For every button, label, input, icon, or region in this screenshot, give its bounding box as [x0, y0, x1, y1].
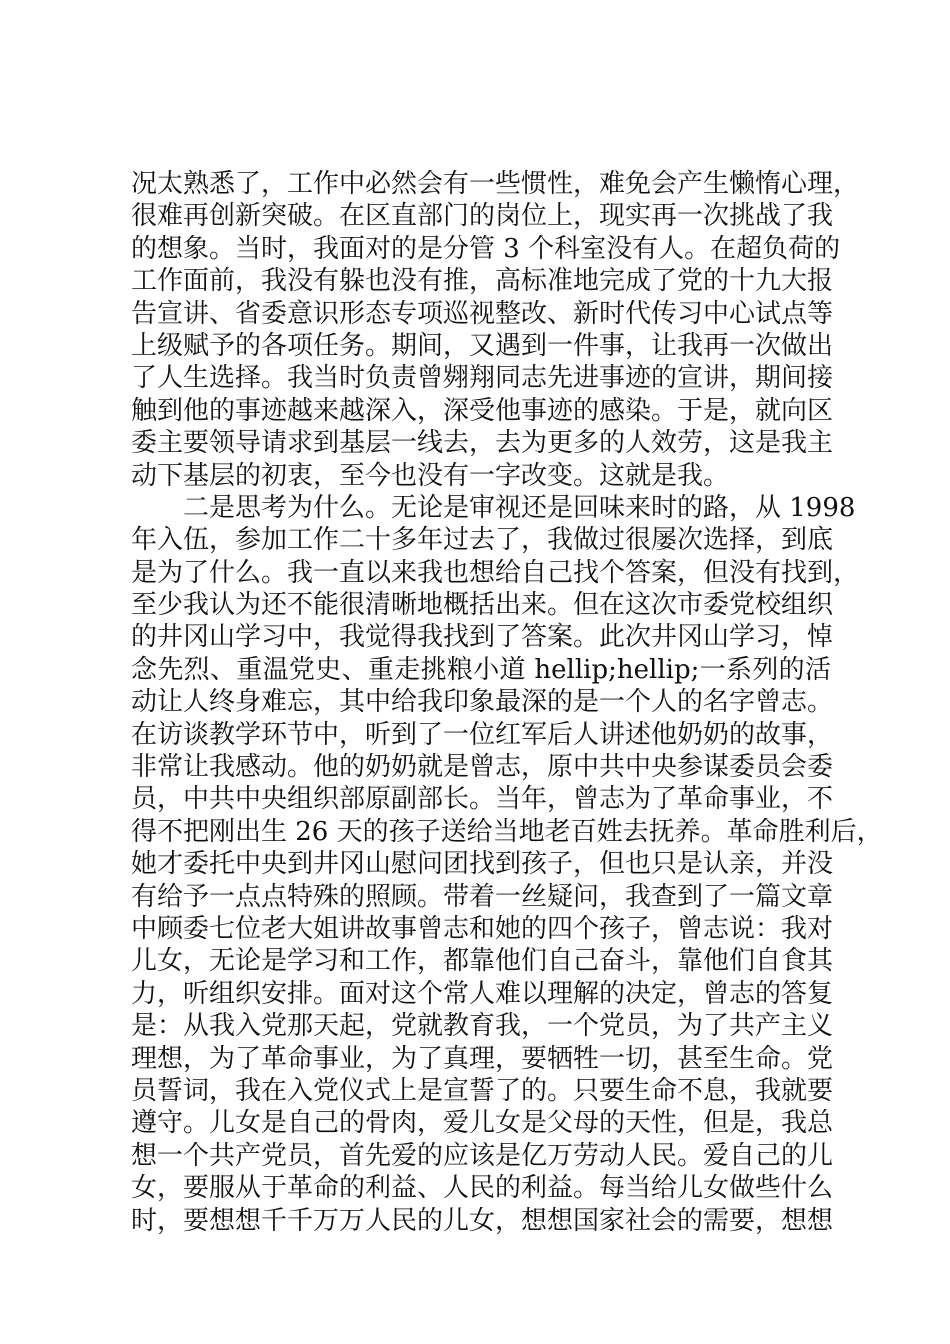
- text-line: 的井冈山学习中，我觉得我找到了答案。此次井冈山学习，悼: [131, 622, 834, 653]
- text-line: 在访谈教学环节中，听到了一位红军后人讲述他奶奶的故事，: [131, 719, 834, 750]
- text-line: 力，听组织安排。面对这个常人难以理解的决定，曾志的答复: [131, 978, 834, 1009]
- text-line: 工作面前，我没有躲也没有推，高标准地完成了党的十九大报: [131, 266, 834, 297]
- text-line: 女，要服从于革命的利益、人民的利益。每当给儿女做些什么: [131, 1173, 834, 1204]
- text-line: 二是思考为什么。无论是审视还是回味来时的路，从 1998: [183, 492, 856, 523]
- text-line: 的想象。当时，我面对的是分管 3 个科室没有人。在超负荷的: [131, 233, 841, 264]
- text-line: 是：从我入党那天起，党就教育我，一个党员，为了共产主义: [131, 1011, 834, 1042]
- text-line: 想一个共产党员，首先爱的应该是亿万劳动人民。爱自己的儿: [131, 1140, 834, 1171]
- text-line: 时，要想想千千万万人民的儿女，想想国家社会的需要，想想: [131, 1205, 834, 1236]
- text-line: 员誓词，我在入党仪式上是宣誓了的。只要生命不息，我就要: [131, 1075, 834, 1106]
- text-line: 触到他的事迹越来越深入，深受他事迹的感染。于是，就向区: [131, 395, 834, 426]
- text-line: 非常让我感动。他的奶奶就是曾志，原中共中央参谋委员会委: [131, 752, 834, 783]
- text-line: 动让人终身难忘，其中给我印象最深的是一个人的名字曾志。: [131, 687, 834, 718]
- text-line: 遵守。儿女是自己的骨肉，爱儿女是父母的天性，但是，我总: [131, 1108, 834, 1139]
- text-line: 她才委托中央到井冈山慰问团找到孩子，但也只是认亲，并没: [131, 849, 834, 880]
- text-line: 得不把刚出生 26 天的孩子送给当地老百姓去抚养。革命胜利后，: [131, 816, 883, 847]
- text-line: 儿女，无论是学习和工作，都靠他们自己奋斗，靠他们自食其: [131, 946, 834, 977]
- paragraph-1: [131, 168, 860, 492]
- text-line: 年入伍，参加工作二十多年过去了，我做过很屡次选择，到底: [131, 525, 834, 556]
- paragraph-2: [131, 492, 883, 1237]
- text-line: 很难再创新突破。在区直部门的岗位上，现实再一次挑战了我: [131, 201, 834, 232]
- text-line: 委主要领导请求到基层一线去，去为更多的人效劳，这是我主: [131, 428, 834, 459]
- text-line: 告宣讲、省委意识形态专项巡视整改、新时代传习中心试点等: [131, 298, 834, 329]
- text-line: 中顾委七位老大姐讲故事曾志和她的四个孩子，曾志说：我对: [131, 913, 834, 944]
- text-line: 了人生选择。我当时负责曾翙翔同志先进事迹的宣讲，期间接: [131, 363, 834, 394]
- text-line: 上级赋予的各项任务。期间，又遇到一件事，让我再一次做出: [131, 330, 834, 361]
- text-line: 是为了什么。我一直以来我也想给自己找个答案，但没有找到，: [131, 557, 860, 588]
- text-line: 有给予一点点特殊的照顾。带着一丝疑问，我查到了一篇文章: [131, 881, 834, 912]
- text-line: 理想，为了革命事业，为了真理，要牺牲一切，甚至生命。党: [131, 1043, 834, 1074]
- text-line: 动下基层的初衷，至今也没有一字改变。这就是我。: [131, 460, 730, 491]
- text-line: 员，中共中央组织部原副部长。当年，曾志为了革命事业，不: [131, 784, 834, 815]
- document-body: [131, 168, 883, 1237]
- text-line: 至少我认为还不能很清晰地概括出来。但在这次市委党校组织: [131, 590, 834, 621]
- text-line: 况太熟悉了，工作中必然会有一些惯性，难免会产生懒惰心理，: [131, 169, 860, 199]
- text-line: 念先烈、重温党史、重走挑粮小道 hellip;hellip;一系列的活: [131, 654, 831, 685]
